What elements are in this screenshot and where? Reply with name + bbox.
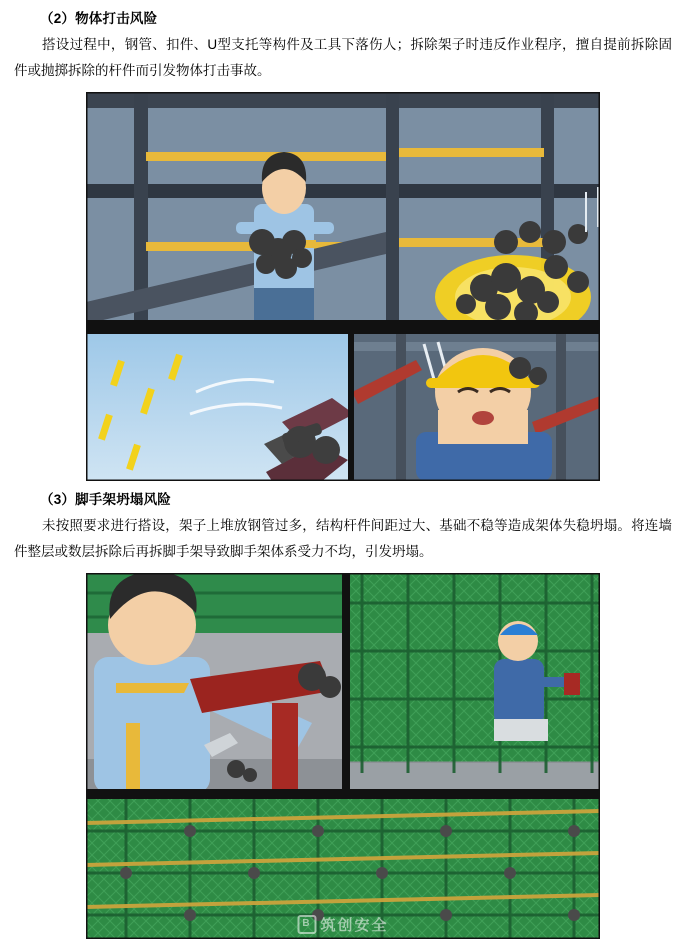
figure-object-strike bbox=[10, 92, 676, 481]
section-heading-2: （2）物体打击风险 bbox=[40, 11, 158, 26]
section-object-strike bbox=[0, 8, 686, 481]
figure-scaffold-collapse bbox=[10, 573, 676, 939]
worker-with-yellow-helmet-struck bbox=[352, 334, 600, 481]
watermark-badge-icon: B bbox=[297, 915, 316, 934]
section-heading-3: （3）脚手架坍塌风险 bbox=[40, 492, 172, 508]
section-scaffold-collapse bbox=[0, 489, 686, 939]
watermark-text: 筑创安全 bbox=[320, 917, 389, 934]
object-strike-illustration bbox=[86, 92, 600, 481]
document-page bbox=[0, 8, 686, 941]
scaffold-collapse-illustration bbox=[86, 573, 600, 939]
section-paragraph-2-1: 搭设过程中，钢管、扣件、U型支托等构件及工具下落伤人；拆除架子时违反作业程序，擅自提前拆除固件或抛掷拆除的杆件而引发物体打击事故。 bbox=[14, 36, 672, 78]
section-paragraph-3-1: 未按照要求进行搭设，架子上堆放钢管过多，结构杆件间距过大、基础不稳等造成架体失稳坍塌。将连墙件整层或数层拆除后再拆脚手架导致脚手架体系受力不均，引发坍塌。 bbox=[14, 517, 672, 560]
